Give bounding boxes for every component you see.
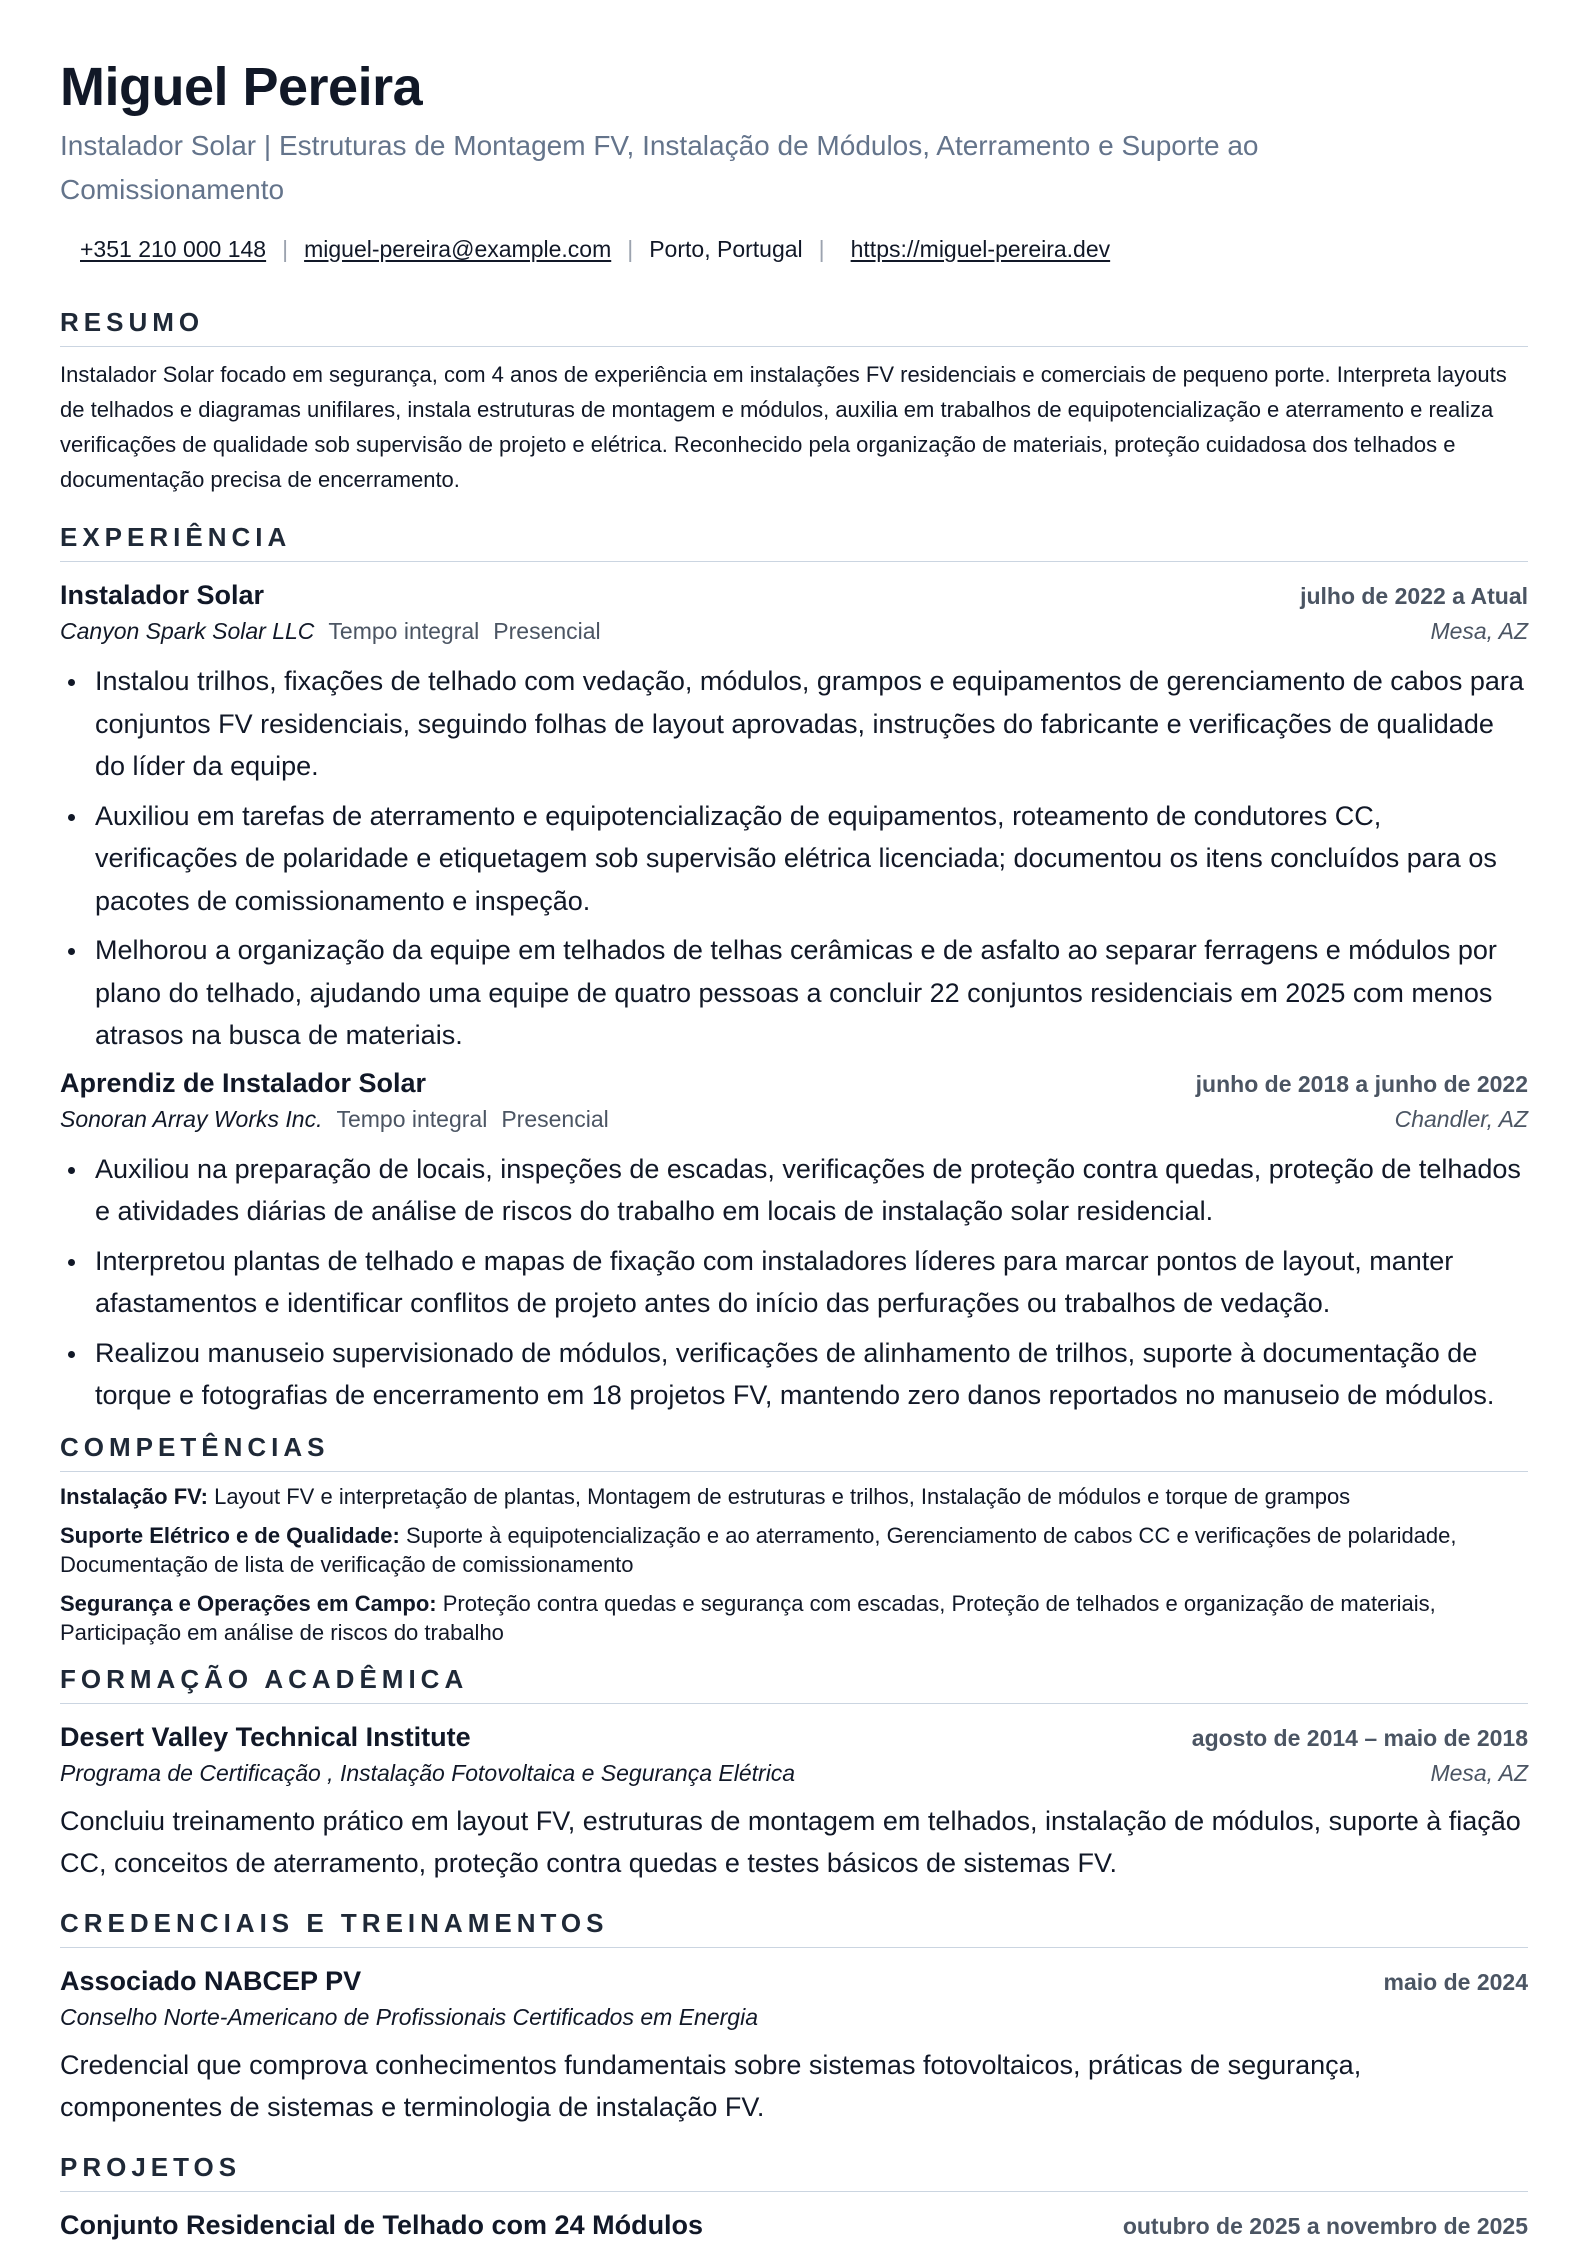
job-dates: julho de 2022 a Atual xyxy=(1300,583,1528,609)
experience-entry xyxy=(60,576,1528,1057)
bullet-item: Auxiliou na preparação de locais, inspeções de escadas, verificações de proteção contra quedas, proteção de telhados e atividades diárias de análise de riscos do trabalho em locais de instalação solar residencial. xyxy=(60,1148,1528,1233)
company-name: Canyon Spark Solar LLC xyxy=(60,618,315,644)
education-entry xyxy=(60,1718,1528,1885)
bullet-item: Melhorou a organização da equipe em telhados de telhas cerâmicas e de asfalto ao separar ferragens e módulos por plano do telhado, ajudando uma equipe de quatro pessoas a concluir 22 conjuntos residenciais em 2025 com menos atrasos na busca de materiais. xyxy=(60,929,1528,1057)
section-title-experience: EXPERIÊNCIA xyxy=(60,521,1528,562)
credential-description: Credencial que comprova conhecimentos fundamentais sobre sistemas fotovoltaicos, práticas de segurança, componentes de sistemas e terminologia de instalação FV. xyxy=(60,2049,1362,2122)
credential-date: maio de 2024 xyxy=(1383,1968,1528,1995)
skill-group xyxy=(60,1589,1528,1647)
skills-list xyxy=(60,1482,1528,1647)
education-location: Mesa, AZ xyxy=(1430,1759,1528,1786)
bullet-item: Realizou manuseio supervisionado de módulos, verificações de alinhamento de trilhos, suporte à documentação de torque e fotografias de encerramento em 18 projetos FV, mantendo zero danos reportados no manuseio de módulos. xyxy=(60,1332,1528,1417)
contact-separator: | xyxy=(627,236,634,262)
project-name: Conjunto Residencial de Telhado com 24 Módulos xyxy=(60,2209,704,2240)
skill-group-text: Layout FV e interpretação de plantas, Montagem de estruturas e trilhos, Instalação de módulos e torque de grampos xyxy=(214,1483,1351,1509)
job-location: Chandler, AZ xyxy=(1394,1105,1528,1132)
section-title-projects: PROJETOS xyxy=(60,2151,1528,2192)
skill-group-label: Segurança e Operações em Campo: xyxy=(60,1590,437,1616)
bullet-item: Auxiliou em tarefas de aterramento e equipotencialização de equipamentos, roteamento de condutores CC, verificações de polaridade e etiquetagem sob supervisão elétrica licenciada; documentou os itens concluídos para os pacotes de comissionamento e inspeção. xyxy=(60,795,1528,923)
employment-type: Tempo integral xyxy=(336,1105,488,1132)
candidate-headline: Instalador Solar | Estruturas de Montagem FV, Instalação de Módulos, Aterramento e Suporte ao Comissionamento xyxy=(60,130,1259,205)
candidate-name: Miguel Pereira xyxy=(60,57,423,117)
job-dates: junho de 2018 a junho de 2022 xyxy=(1195,1070,1528,1097)
skill-group-text: Proteção contra quedas e segurança com escadas, Proteção de telhados e organização de materiais, Participação em análise de riscos do trabalho xyxy=(60,1590,1436,1645)
contact-separator: | xyxy=(282,236,289,262)
skill-group-label: Suporte Elétrico e de Qualidade: xyxy=(60,1522,400,1548)
experience-entry xyxy=(60,1064,1528,1417)
credential-entry xyxy=(60,1962,1528,2129)
location-text: Porto, Portugal xyxy=(649,236,803,262)
section-title-education: FORMAÇÃO ACADÊMICA xyxy=(60,1663,1528,1704)
section-title-credentials: CREDENCIAIS E TREINAMENTOS xyxy=(60,1907,1528,1948)
education-description: Concluiu treinamento prático em layout FV, estruturas de montagem em telhados, instalação de módulos, suporte à fiação CC, conceitos de aterramento, proteção contra quedas e testes básicos de sistemas FV. xyxy=(60,1805,1521,1878)
section-title-summary: RESUMO xyxy=(60,306,1528,347)
job-bullets xyxy=(60,1148,1528,1417)
project-dates: outubro de 2025 a novembro de 2025 xyxy=(1122,2212,1528,2239)
bullet-item: Interpretou plantas de telhado e mapas de fixação com instaladores líderes para marcar pontos de layout, manter afastamentos e identificar conflitos de projeto antes do início das perfurações ou trabalhos de vedação. xyxy=(60,1240,1528,1325)
skill-group xyxy=(60,1521,1528,1579)
phone-link[interactable]: +351 210 000 148 xyxy=(80,236,267,262)
job-bullets xyxy=(60,660,1528,1057)
skill-group xyxy=(60,1482,1528,1511)
skill-group-label: Instalação FV: xyxy=(60,1483,208,1509)
email-link[interactable]: miguel-pereira@example.com xyxy=(304,236,612,262)
credential-name: Associado NABCEP PV xyxy=(60,1965,362,1996)
employment-type: Tempo integral xyxy=(328,618,480,644)
skill-group-text: Suporte à equipotencialização e ao aterramento, Gerenciamento de cabos CC e verificações de polaridade, Documentação de lista de verificação de comissionamento xyxy=(60,1522,1457,1577)
website-link[interactable]: https://miguel-pereira.dev xyxy=(850,236,1111,262)
company-name: Sonoran Array Works Inc. xyxy=(60,1105,323,1132)
work-mode: Presencial xyxy=(501,1105,609,1132)
contact-separator: | xyxy=(818,236,825,262)
work-mode: Presencial xyxy=(493,618,601,644)
job-title: Instalador Solar xyxy=(60,580,265,610)
job-location: Mesa, AZ xyxy=(1430,618,1528,644)
education-dates: agosto de 2014 – maio de 2018 xyxy=(1191,1724,1528,1751)
credential-issuer: Conselho Norte-Americano de Profissionais Certificados em Energia xyxy=(60,2003,758,2030)
school-name: Desert Valley Technical Institute xyxy=(60,1721,471,1752)
job-title: Aprendiz de Instalador Solar xyxy=(60,1067,427,1098)
program-name: Programa de Certificação , Instalação Fotovoltaica e Segurança Elétrica xyxy=(60,1759,796,1786)
project-entry xyxy=(60,2206,1528,2244)
bullet-item: Instalou trilhos, fixações de telhado com vedação, módulos, grampos e equipamentos de gerenciamento de cabos para conjuntos FV residenciais, seguindo folhas de layout aprovadas, instruções do fabricante e verificações de qualidade do líder da equipe. xyxy=(60,660,1528,788)
section-title-skills: COMPETÊNCIAS xyxy=(60,1431,1528,1472)
contact-line xyxy=(60,232,1528,266)
summary-text: Instalador Solar focado em segurança, com 4 anos de experiência em instalações FV residenciais e comerciais de pequeno porte. Interpreta layouts de telhados e diagramas unifilares, instala estruturas de montagem e módulos, auxilia em trabalhos de equipotencialização e aterramento e realiza verificações de qualidade sob supervisão de projeto e elétrica. Reconhecido pela organização de materiais, proteção cuidadosa dos telhados e documentação precisa de encerramento. xyxy=(60,362,1507,492)
